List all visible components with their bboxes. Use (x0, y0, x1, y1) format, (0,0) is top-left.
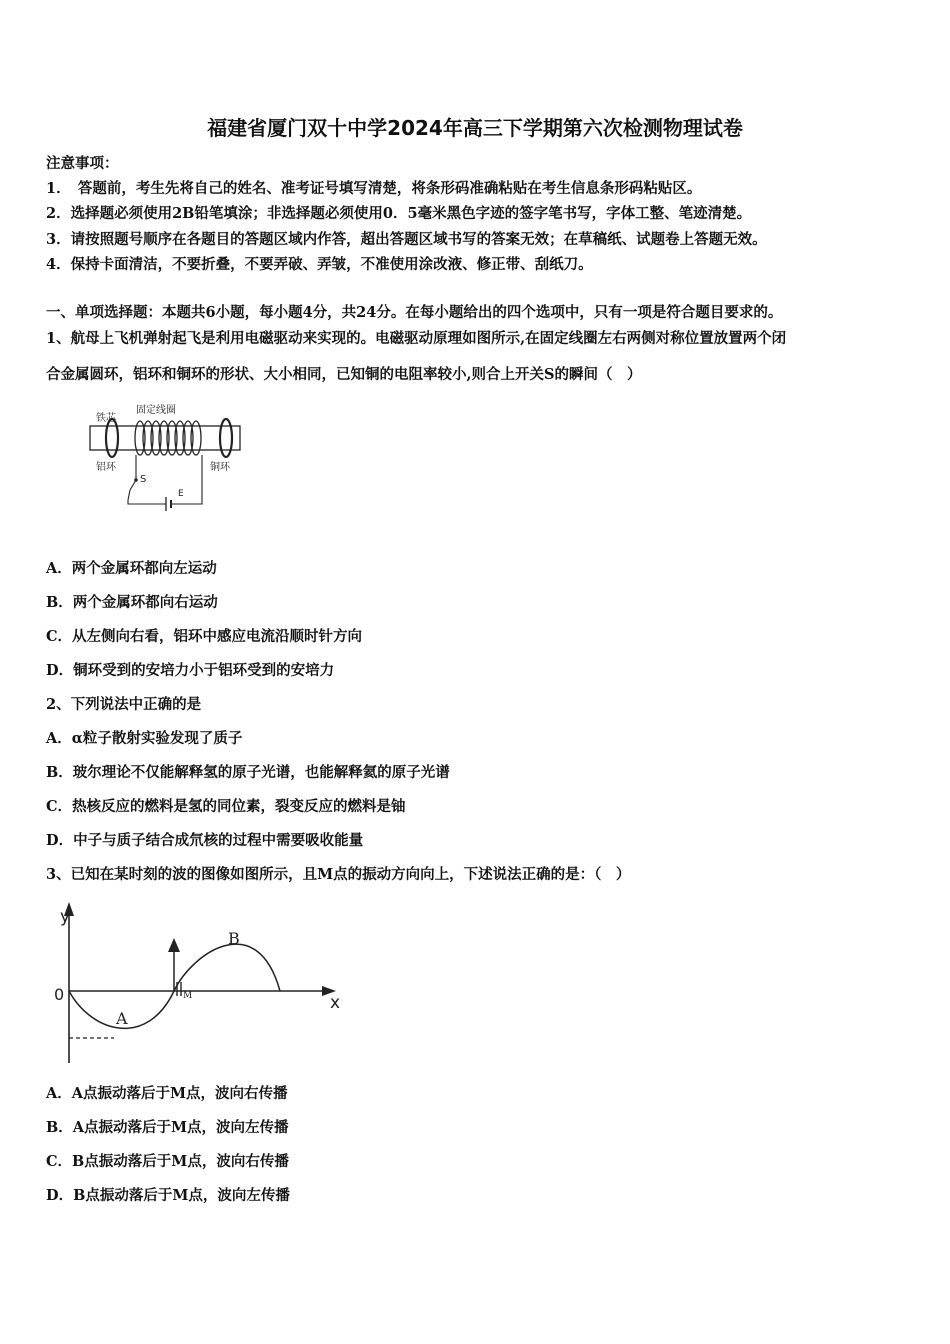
option: C．热核反应的燃料是氢的同位素，裂变反应的燃料是铀 (46, 798, 406, 815)
label-core: 铁芯 (96, 413, 116, 424)
label-origin: 0 (54, 985, 65, 1004)
notice-item: 4．保持卡面清洁，不要折叠，不要弄破、弄皱，不准使用涂改液、修正带、刮纸刀。 (46, 256, 593, 273)
option: B．两个金属环都向右运动 (46, 594, 218, 611)
label-copper: 铜环 (210, 462, 230, 473)
label-b: B (228, 929, 240, 948)
label-a: A (116, 1009, 128, 1028)
copper-ring (220, 419, 232, 457)
option: C．从左侧向右看，铝环中感应电流沿顺时针方向 (46, 628, 363, 645)
notice-item: 1． 答题前，考生先将自己的姓名、准考证号填写清楚，将条形码准确粘贴在考生信息条形码粘贴区。 (46, 180, 702, 197)
option: D．B点振动落后于M点，波向左传播 (46, 1187, 290, 1204)
notice-item: 2．选择题必须使用2B铅笔填涂；非选择题必须使用0．5毫米黑色字迹的签字笔书写，字体工整、笔迹清楚。 (46, 205, 752, 222)
notice-heading: 注意事项： (46, 155, 119, 172)
option: A．两个金属环都向左运动 (46, 560, 217, 577)
option: D．中子与质子结合成氘核的过程中需要吸收能量 (46, 832, 364, 849)
label-m: M (183, 991, 193, 1001)
question-3-stem: 3、已知在某时刻的波的图像如图所示，且M点的振动方向向上，下述说法正确的是：（ ） (46, 866, 631, 883)
option: B．A点振动落后于M点，波向左传播 (46, 1119, 289, 1136)
label-aluminium: 铝环 (96, 462, 116, 473)
option: B．玻尔理论不仅能解释氢的原子光谱，也能解释氦的原子光谱 (46, 764, 450, 781)
coil-diagram (54, 400, 254, 515)
option: A．A点振动落后于M点，波向右传播 (46, 1085, 288, 1102)
aluminium-ring (106, 419, 118, 457)
notice-item: 3．请按照题号顺序在各题目的答题区域内作答，超出答题区域书写的答案无效；在草稿纸、试题卷上答题无效。 (46, 231, 767, 248)
question-1-stem-line2: 合金属圆环，铝环和铜环的形状、大小相同，已知铜的电阻率较小,则合上开关S的瞬间（ ） (46, 366, 642, 383)
section-heading: 一、单项选择题：本题共6小题，每小题4分，共24分。在每小题给出的四个选项中，只有一项是符合题目要求的。 (46, 304, 783, 321)
wave-graph (52, 898, 352, 1070)
label-coil: 固定线圈 (136, 405, 176, 416)
label-battery: E (178, 489, 184, 499)
option: D．铜环受到的安培力小于铝环受到的安培力 (46, 662, 335, 679)
question-1-stem-line1: 1、航母上飞机弹射起飞是利用电磁驱动来实现的。电磁驱动原理如图所示,在固定线圈左右两侧对称位置放置两个闭 (46, 330, 787, 347)
question-2-stem: 2、下列说法中正确的是 (46, 696, 202, 713)
label-x: x (330, 993, 341, 1013)
page-title: 福建省厦门双十中学2024年高三下学期第六次检测物理试卷 (207, 116, 743, 140)
option: A．α粒子散射实验发现了质子 (46, 730, 243, 747)
option: C．B点振动落后于M点，波向右传播 (46, 1153, 289, 1170)
label-switch: S (140, 474, 147, 485)
label-y: y (60, 907, 71, 927)
